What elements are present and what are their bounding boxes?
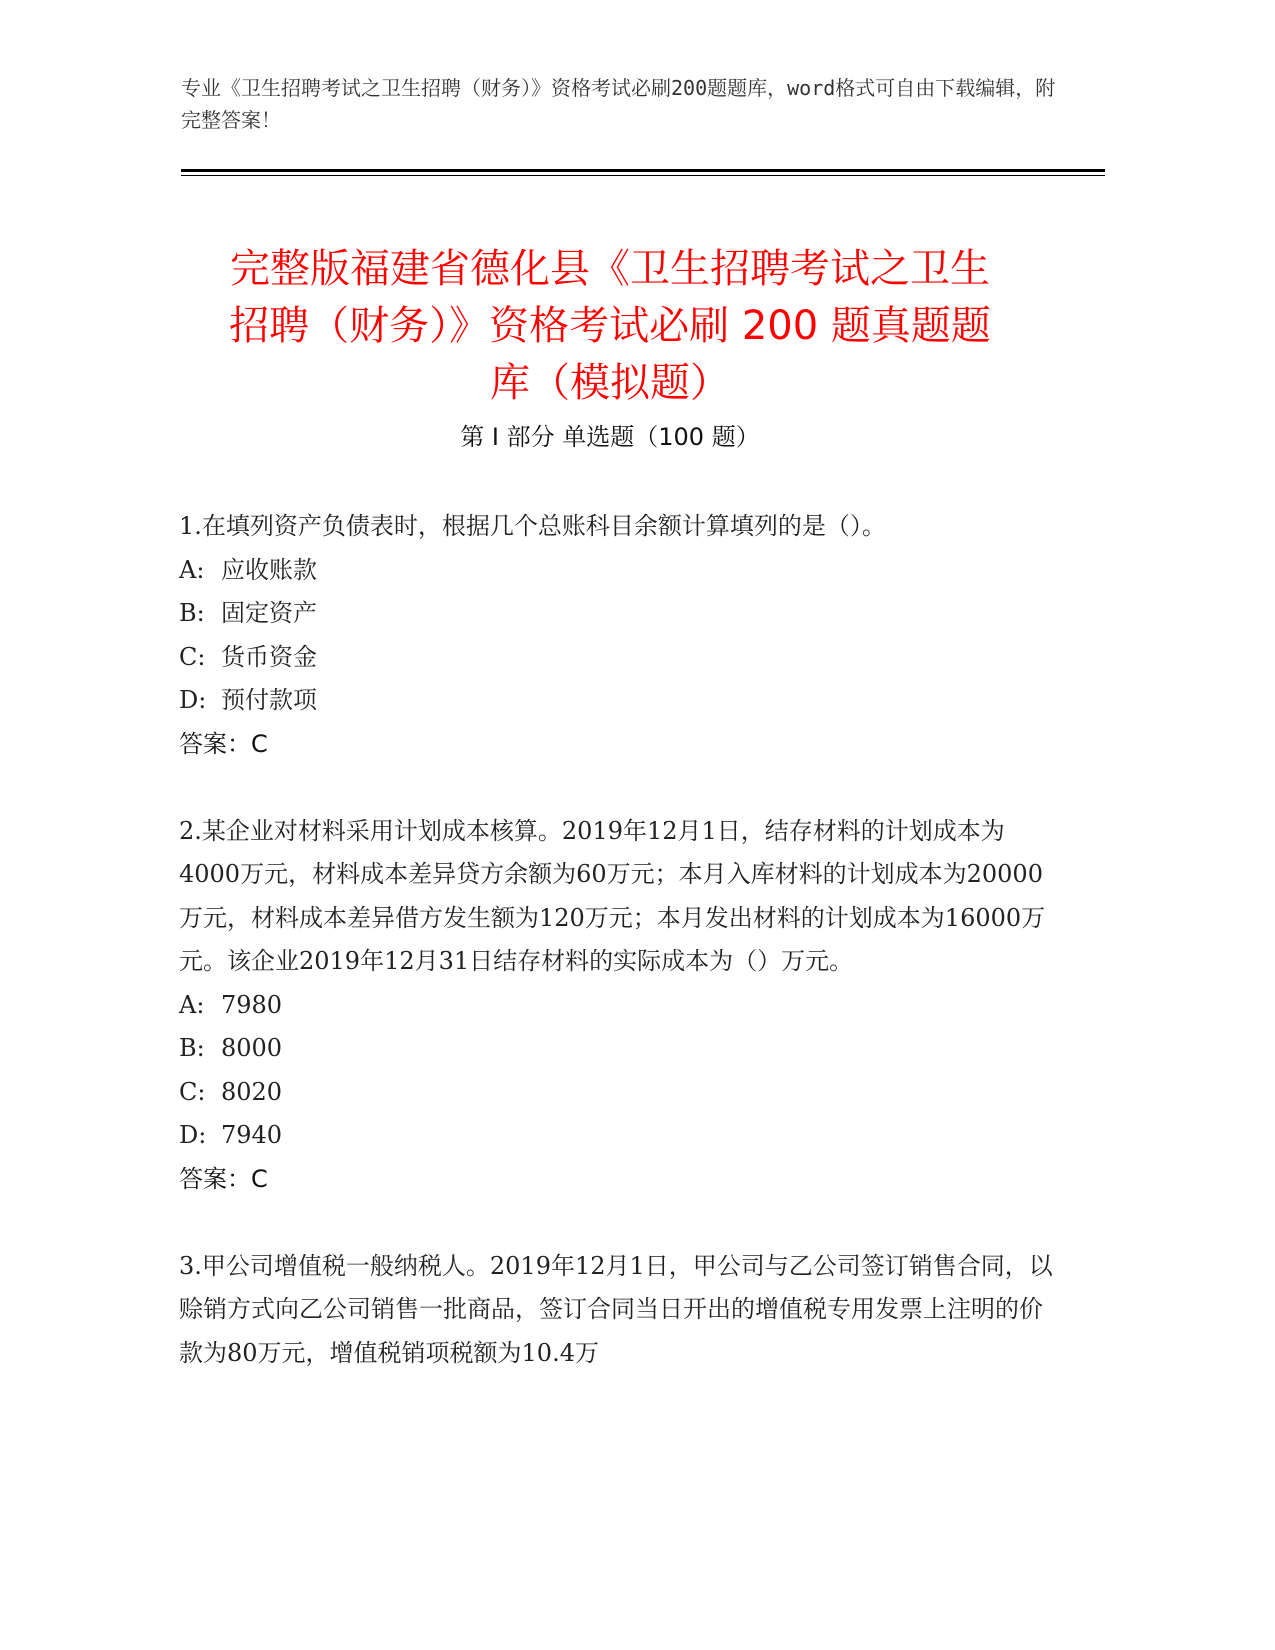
option-letter: D: [179,686,207,714]
option-d [179,679,1059,723]
question-stem: 3.甲公司增值税一般纳税人。2019年12月1日，甲公司与乙公司签订销售合同，以赊销方式向乙公司销售一批商品，签订合同当日开出的增值税专用发票上注明的价款为80万元，增值税销项税额为10.4万 [179,1251,1053,1367]
option-letter: B: [179,599,205,627]
option-text: 固定资产 [221,599,317,627]
option-text: 7940 [221,1121,283,1149]
option-text: 8020 [221,1077,283,1106]
option-text: 货币资金 [221,642,317,671]
option-text: 预付款项 [221,686,317,714]
option-b [179,1027,1059,1071]
option-a [179,984,1059,1028]
answer: 答案：C [179,729,268,758]
header-rule-thin [181,175,1105,176]
question-stem: 1.在填列资产负债表时，根据几个总账科目余额计算填列的是（）。 [179,512,886,540]
option-a [179,549,1059,593]
question-list [179,505,1059,1375]
option-letter: A: [179,555,205,584]
option-letter: A: [179,990,205,1019]
header-rule-thick [181,169,1105,172]
option-letter: C: [179,1077,206,1106]
option-text: 7980 [221,990,283,1019]
section-title: 第 I 部分 单选题（100 题） [460,423,760,451]
question-stem: 2.某企业对材料采用计划成本核算。2019年12月1日，结存材料的计划成本为4000万元，材料成本差异贷方余额为60万元；本月入库材料的计划成本为20000万元，材料成本差异借方发生额为120万元；本月发出材料的计划成本为16000万元。该企业2019年12月31日结存材料的实际成本为（）万元。 [179,816,1046,975]
option-b [179,592,1059,636]
option-text: 应收账款 [221,555,317,584]
title-line: 招聘（财务）》资格考试必刷 200 题真题题 [229,302,991,349]
option-text: 8000 [221,1034,283,1062]
question-2 [179,810,1059,1202]
option-c [179,1071,1059,1115]
title-line: 库（模拟题） [490,359,730,406]
option-letter: D: [179,1121,207,1149]
option-letter: B: [179,1034,205,1062]
header-note: 专业《卫生招聘考试之卫生招聘（财务）》资格考试必刷200题题库，word格式可自由下载编辑，附完整答案！ [181,76,1056,132]
question-1 [179,505,1059,766]
option-c [179,636,1059,680]
question-3 [179,1245,1059,1376]
answer: 答案：C [179,1164,268,1193]
document-title [160,241,1060,412]
option-letter: C: [179,642,206,671]
option-d [179,1114,1059,1158]
title-line: 完整版福建省德化县《卫生招聘考试之卫生 [230,245,990,292]
